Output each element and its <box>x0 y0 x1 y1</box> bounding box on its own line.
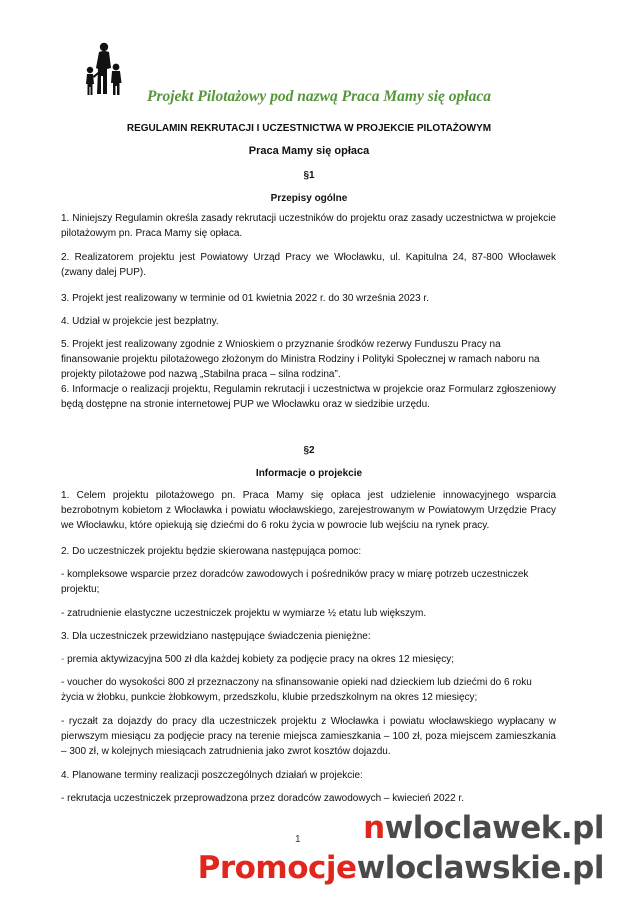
watermark-wloclawskie: wloclawskie.pl <box>356 850 604 886</box>
section-2-bullet-1: - kompleksowe wsparcie przez doradców zawodowych i pośredników pracy w miarę potrzeb uczestniczek projektu; <box>61 569 529 595</box>
regulation-title: REGULAMIN REKRUTACJI I UCZESTNICTWA W PROJEKCIE PILOTAŻOWYM <box>126 123 492 134</box>
section-2-bullet-3-text: premia aktywizacyjna 500 zł dla każdej kobiety za podjęcie pracy na okres 12 miesięcy; <box>64 654 454 665</box>
section-2-bullet-5: - ryczałt za dojazdy do pracy dla uczestniczek projektu z Włocławka i powiatu włocławskiego wypłacany w pierwszym miesiącu za podjęcie pracy na terenie miejsca zamieszkania – 100 zł, poza miejscem zamieszkania – 300 zł, w kolejnych miesiącach zatrudnienia jako zwrot kosztów dojazdu. <box>61 716 556 757</box>
section-2-number: §2 <box>303 445 315 456</box>
section-2-bullet-4: - voucher do wysokości 800 zł przeznaczony na sfinansowanie opieki nad dzieckiem lub dziećmi do 6 roku życia w żłobku, punkcie żłobkowym, przedszkolu, klubie przedszkolnym na okres 12 miesięcy; <box>61 677 532 703</box>
section-1-paragraph-2: 2. Realizatorem projektu jest Powiatowy Urząd Pracy we Włocławku, ul. Kapitulna 24, 87-800 Włocławek (zwany dalej PUP). <box>61 252 556 278</box>
project-name: Praca Mamy się opłaca <box>248 145 370 157</box>
page-number: 1 <box>295 834 301 845</box>
watermark-promocje: Promocje <box>197 850 357 886</box>
document-header-title: Projekt Pilotażowy pod nazwą Praca Mamy się opłaca <box>147 88 491 105</box>
section-2-paragraph-1: 1. Celem projektu pilotażowego pn. Praca Mamy się opłaca jest udzielenie innowacyjnego wsparcia bezrobotnym kobietom z Włocławka i powiatu włocławskiego, zarejestrowanym w Powiatowym Urzędzie Pracy we Włocławku, które opiekują się dziećmi do 6 roku życia w powrocie lub wejściu na rynek pracy. <box>61 490 556 531</box>
section-2-bullet-2: - zatrudnienie elastyczne uczestniczek projektu w wymiarze ½ etatu lub większym. <box>61 608 427 619</box>
bullet-dash: - <box>61 654 65 665</box>
family-silhouette-logo <box>80 42 128 96</box>
section-1-paragraph-3: 3. Projekt jest realizowany w terminie od 01 kwietnia 2022 r. do 30 września 2023 r. <box>61 293 429 304</box>
section-2-paragraph-3: 3. Dla uczestniczek przewidziano następujące świadczenia pieniężne: <box>61 631 371 642</box>
section-2-bullet-3 <box>61 652 556 667</box>
section-1-paragraph-5: 5. Projekt jest realizowany zgodnie z Wnioskiem o przyznanie środków rezerwy Funduszu Pracy na finansowanie projektu pilotażowego złożonym do Ministra Rodziny i Polityki Społecznej w ramach naboru na projekty pilotażowe pod nazwą „Stabilna praca – silna rodzina”. <box>61 339 540 380</box>
watermark-n: n <box>363 810 385 846</box>
section-2-heading: Informacje o projekcie <box>255 468 363 479</box>
section-2-paragraph-4: 4. Planowane terminy realizacji poszczególnych działań w projekcie: <box>61 770 363 781</box>
section-1-heading: Przepisy ogólne <box>270 193 348 204</box>
section-1-number: §1 <box>303 170 315 181</box>
section-2-bullet-6: - rekrutacja uczestniczek przeprowadzona przez doradców zawodowych – kwiecień 2022 r. <box>61 793 464 804</box>
watermark-wloclawek: wloclawek.pl <box>384 810 604 846</box>
section-2-paragraph-2: 2. Do uczestniczek projektu będzie skierowana następująca pomoc: <box>61 546 362 557</box>
section-1-paragraph-1: 1. Niniejszy Regulamin określa zasady rekrutacji uczestników do projektu oraz zasady uczestnictwa w projekcie pilotażowym pn. Praca Mamy się opłaca. <box>61 213 556 239</box>
section-1-paragraph-6: 6. Informacje o realizacji projektu, Regulamin rekrutacji i uczestnictwa w projekcie oraz Formularz zgłoszeniowy będą dostępne na stronie internetowej PUP we Włocławku oraz w siedzibie urzędu. <box>61 384 556 410</box>
watermark-promocjewloclawskie <box>198 850 604 886</box>
watermark-nwloclawek <box>363 810 604 846</box>
section-1-paragraph-4: 4. Udział w projekcie jest bezpłatny. <box>61 316 219 327</box>
